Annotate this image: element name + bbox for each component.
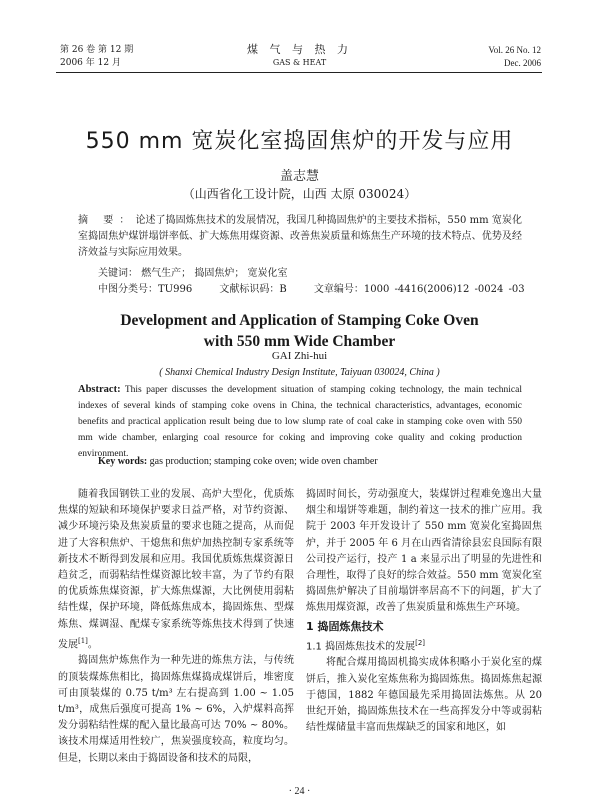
abstract-en-text: This paper discusses the development situation of stamping coking technology, the main technical indexes of several kinds of stamping coke ovens in China, the technical characteristics, advantages, economic benefits and practical application result being due to low slump rate of coal cake in stamping coke oven with 550 mm wide chamber, enlarging coal resource for coking and improving coke quality and coking production environment. bbox=[78, 385, 522, 459]
page-number: · 24 · bbox=[288, 786, 311, 797]
affiliation-en: ( Shanxi Chemical Industry Design Institute, Taiyuan 030024, China ) bbox=[159, 367, 440, 378]
body-column-right bbox=[306, 487, 542, 736]
keywords-cn-label: 关键词： bbox=[98, 268, 138, 279]
keywords-cn-text: 燃气生产； 捣固焦炉； 宽炭化室 bbox=[141, 268, 288, 279]
header-date-en: Dec. 2006 bbox=[504, 58, 541, 68]
header-vol-no-en: Vol. 26 No. 12 bbox=[488, 45, 541, 55]
author-cn: 盖志慧 bbox=[279, 169, 319, 184]
abstract-cn-text: 论述了捣固炼焦技术的发展情况，我国几种捣固焦炉的主要技术指标，550 mm 宽炭化室捣固焦炉煤饼塌饼率低、扩大炼焦用煤资源、改善焦炭质量和炼焦生产环境的技术特点、优势及经济效益与实际应用效果。 bbox=[78, 215, 522, 258]
header-rule bbox=[56, 72, 542, 73]
abstract-en-label: Abstract: bbox=[78, 384, 121, 395]
header-volume-en bbox=[488, 44, 541, 70]
clc-number: 中图分类号：TU996 bbox=[98, 284, 193, 295]
keywords-en-text: gas production; stamping coke oven; wide oven chamber bbox=[149, 456, 378, 467]
journal-name-cn: 煤 气 与 热 力 bbox=[247, 43, 352, 56]
keywords-en bbox=[98, 456, 378, 467]
body-paragraph: 将配合煤用捣固机捣实成体积略小于炭化室的煤饼后，推入炭化室炼焦称为捣固炼焦。捣固炼焦起源于德国，1882 年德国最先采用捣固法炼焦。从 20 世纪开始，捣固炼焦技术在一些高挥发分中等或弱粘结性煤储量丰富而焦煤缺乏的国家和地区，如 bbox=[306, 657, 542, 734]
abstract-cn bbox=[78, 213, 522, 261]
subsection-title: 1.1 捣固炼焦技术的发展 bbox=[306, 641, 416, 653]
affiliation-cn: （山西省化工设计院，山西 太原 030024） bbox=[182, 187, 417, 201]
paper-title-en bbox=[0, 310, 599, 352]
abstract-en bbox=[78, 382, 522, 462]
abstract-cn-label: 摘 要： bbox=[78, 215, 136, 226]
classification-cn bbox=[98, 280, 547, 295]
header-volume-issue: 第 26 卷 第 12 期 bbox=[60, 45, 134, 55]
paper-title-en-line2: with 550 mm Wide Chamber bbox=[203, 333, 396, 350]
body-column-left bbox=[58, 487, 294, 767]
paper-title-en-line1: Development and Application of Stamping Coke Oven bbox=[120, 312, 479, 329]
journal-name-en: GAS & HEAT bbox=[272, 58, 327, 67]
body-paragraph: 捣固时间长，劳动强度大，装煤饼过程难免逸出大量烟尘和塌饼等难题，制约着这一技术的推广应用。我院于 2003 年开发设计了 550 mm 宽炭化室捣固焦炉，并于 2005 年 6 月在山西省清徐县宏良国际有限公司投产运行，投产 1 a 来显示出了明显的先进性和合理性，取得了良好的综合效益。550 mm 宽炭化室捣固焦炉解决了目前塌饼率居高不下的问题，扩大了炼焦用煤资源，改善了焦炭质量和炼焦生产环境。 bbox=[306, 489, 542, 614]
keywords-en-label: Key words: bbox=[98, 456, 148, 467]
keywords-cn bbox=[98, 264, 288, 279]
subsection-heading bbox=[306, 635, 542, 656]
body-paragraph: 随着我国钢铁工业的发展、高炉大型化，优质炼焦煤的短缺和环境保护要求日益严格，对节约资源、减少环境污染及焦炭质量的要求也随之提高，从而促进了大容积焦炉、干熄焦和焦炉加热控制专家系统等新技术不断得到发展和应用。我国优质炼焦煤资源日趋贫乏，而弱粘结性煤资源比较丰富，为了节约有限的优质炼焦煤资源，扩大炼焦煤源，大比例使用弱粘结性煤，保护环境，降低炼焦成本，捣固炼焦、型煤炼焦、煤调湿、配煤专家系统等炼焦技术得到了快速发展[1]。 bbox=[58, 489, 294, 651]
paper-title-cn: 550 mm 宽炭化室捣固焦炉的开发与应用 bbox=[85, 129, 514, 154]
section-heading: 1 捣固炼焦技术 bbox=[306, 619, 384, 633]
body-text: 随着我国钢铁工业的发展、高炉大型化，优质炼焦煤的短缺和环境保护要求日益严格，对节约资源、减少环境污染及焦炭质量的要求也随之提高，从而促进了大容积焦炉、干熄焦和焦炉加热控制专家系统等新技术不断得到发展和应用。我国优质炼焦煤资源日趋贫乏，而弱粘结性煤资源比较丰富，为了节约有限的优质炼焦煤资源，扩大炼焦煤源，大比例使用弱粘结性煤，保护环境，降低炼焦成本，捣固炼焦、型煤炼焦、煤调湿、配煤专家系统等炼焦技术得到了快速发展 bbox=[58, 489, 294, 651]
citation-ref: [1] bbox=[78, 636, 88, 645]
author-en: GAI Zhi-hui bbox=[271, 350, 328, 362]
document-code: 文献标识码：B bbox=[219, 284, 287, 295]
header-date-cn: 2006 年 12 月 bbox=[60, 58, 121, 68]
citation-ref: [2] bbox=[415, 638, 426, 647]
article-number: 文章编号：1000 -4416(2006)12 -0024 -03 bbox=[313, 284, 525, 295]
body-paragraph: 捣固焦炉炼焦作为一种先进的炼焦方法，与传统的顶装煤炼焦相比，捣固炼焦煤捣成煤饼后，堆密度可由顶装煤的 0.75 t/m³ 左右提高到 1.00 ~ 1.05 t/m³，成焦后强度可提高 1% ~ 6%，入炉煤料高挥发分弱粘结性煤的配入量比最高可达 70% ~ 80%。该技术用煤适用性较广，焦炭强度较高，粒度均匀。但是，长期以来由于捣固设备和技术的局限， bbox=[58, 655, 294, 764]
